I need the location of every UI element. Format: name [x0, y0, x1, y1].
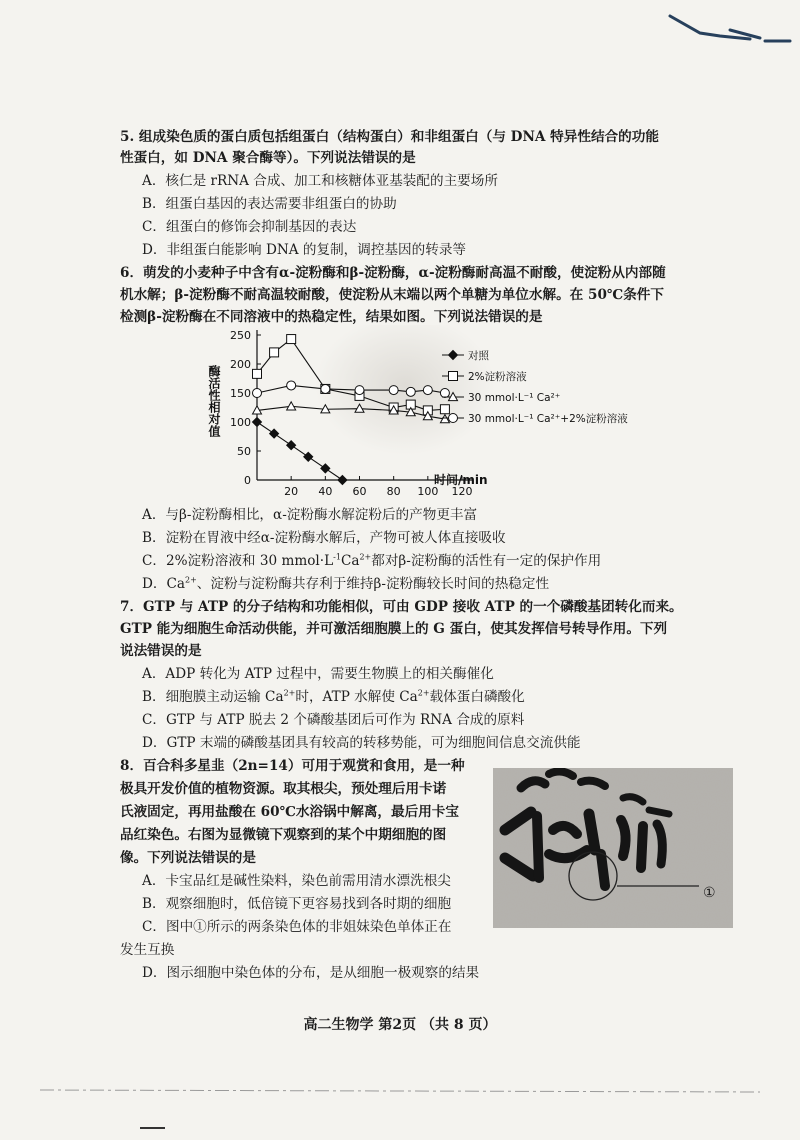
y-tick-label: 150: [230, 387, 251, 400]
x-tick-label: 120: [451, 485, 473, 498]
data-point: [321, 384, 330, 393]
legend-label: 30 mmol·L⁻¹ Ca²⁺+2%淀粉溶液: [468, 413, 628, 425]
q6-option-c: C．2%淀粉溶液和 30 $mmol\cdot L^{-1}Ca^{2+}$都对β-淀粉酶的活性有一定的保护作用: [142, 552, 602, 569]
x-tick-label: 80: [386, 485, 401, 498]
q7-stem-line-3: 说法错误的是: [120, 643, 202, 659]
series-1: [253, 418, 347, 485]
q5-option-a: A．核仁是 rRNA 合成、加工和核糖体亚基装配的主要场所: [142, 173, 498, 189]
q8-option-c-line-2: 发生互换: [120, 942, 175, 958]
legend-label: 2%淀粉溶液: [468, 371, 527, 383]
legend-marker: [449, 414, 458, 423]
legend-entry-4: [442, 412, 628, 425]
data-point: [270, 429, 279, 438]
q8-stem-line-4: 品红染色。右图为显微镜下观察到的某个中期细胞的图: [120, 827, 447, 843]
q7-option-d: D．GTP 末端的磷酸基团具有较高的转移势能，可为细胞间信息交流供能: [142, 735, 581, 751]
data-point: [406, 387, 415, 396]
data-point: [287, 441, 296, 450]
x-tick-label: 60: [352, 485, 367, 498]
scan-mark-top-right: [660, 8, 800, 48]
q7-stem-line-2: GTP 能为细胞生命活动供能，并可激活细胞膜上的 G 蛋白，使其发挥信号转导作用。下列: [120, 621, 668, 637]
q7-option-c: C．GTP 与 ATP 脱去 2 个磷酸基团后可作为 RNA 合成的原料: [142, 712, 525, 728]
series-line: [257, 422, 342, 480]
data-point: [440, 405, 449, 414]
q6-option-a: A．与β-淀粉酶相比，α-淀粉酶水解淀粉后的产物更丰富: [142, 507, 478, 523]
metaphase-micrograph: [493, 768, 733, 928]
data-point: [287, 402, 296, 410]
q8-stem-line-3: 氏液固定，再用盐酸在 60℃水浴锅中解离，最后用卡宝: [120, 804, 459, 820]
q7-option-b: B．细胞膜主动运输 $Ca^{2+}$时，ATP 水解使 $Ca^{2+}$载体蛋白磷酸化: [142, 688, 525, 705]
q8-option-a: A．卡宝品红是碱性染料，染色前需用清水漂洗根尖: [142, 873, 451, 889]
y-tick-label: 0: [244, 474, 251, 487]
enzyme-activity-chart: [200, 325, 640, 500]
data-point: [440, 389, 449, 398]
x-tick-label: 100: [417, 485, 439, 498]
q6-option-b: B．淀粉在胃液中经α-淀粉酶水解后，产物可被人体直接吸收: [142, 530, 506, 546]
data-point: [304, 452, 313, 461]
q5-option-b: B．组蛋白基因的表达需要非组蛋白的协助: [142, 196, 397, 212]
q8-stem-line-2: 极具开发价值的植物资源。取其根尖，预处理后用卡诺: [120, 781, 447, 797]
callout-label: ①: [703, 885, 716, 901]
data-point: [355, 386, 364, 395]
q6-stem-line-1: 6．萌发的小麦种子中含有α-淀粉酶和β-淀粉酶，α-淀粉酶耐高温不耐酸，使淀粉从内部随: [120, 265, 666, 281]
data-point: [338, 476, 347, 485]
legend-label: 30 mmol·L⁻¹ Ca²⁺: [468, 392, 561, 404]
q8-stem-line-1: 8．百合科多星韭（2n=14）可用于观赏和食用，是一种: [120, 758, 465, 774]
q6-stem-line-3: 检测β-淀粉酶在不同溶液中的热稳定性，结果如图。下列说法错误的是: [120, 309, 543, 325]
x-tick-label: 20: [284, 485, 299, 498]
x-axis-label: 时间/min: [434, 473, 488, 487]
data-point: [253, 369, 262, 378]
q5-option-c: C．组蛋白的修饰会抑制基因的表达: [142, 219, 357, 235]
data-point: [287, 335, 296, 344]
y-axis-label: 酶活性相对值: [207, 365, 221, 437]
data-point: [389, 386, 398, 395]
q6-stem-line-2: 机水解；β-淀粉酶不耐高温较耐酸，使淀粉从末端以两个单糖为单位水解。在 50℃条件下: [120, 287, 664, 303]
q8-option-d: D．图示细胞中染色体的分布，是从细胞一极观察的结果: [142, 965, 480, 981]
q6-option-d: D．$Ca^{2+}$、淀粉与淀粉酶共存利于维持β-淀粉酶较长时间的热稳定性: [142, 575, 550, 592]
q7-stem-line-1: 7．GTP 与 ATP 的分子结构和功能相似，可由 GDP 接收 ATP 的一个磷酸基团转化而来。: [120, 599, 683, 615]
data-point: [253, 389, 262, 398]
q8-stem-line-5: 像。下列说法错误的是: [120, 850, 256, 866]
data-point: [321, 464, 330, 473]
y-tick-label: 100: [230, 416, 251, 429]
q5-stem-line-2: 性蛋白，如 DNA 聚合酶等）。下列说法错误的是: [120, 150, 416, 166]
q8-option-c-line-1: C．图中①所示的两条染色体的非姐妹染色单体正在: [142, 919, 452, 935]
page-footer: 高二生物学 第2页 （共 8 页）: [303, 1017, 497, 1033]
data-point: [287, 381, 296, 390]
micrograph-grain: [493, 768, 733, 928]
y-tick-label: 250: [230, 329, 251, 342]
q5-stem-line-1: 5. 组成染色质的蛋白质包括组蛋白（结构蛋白）和非组蛋白（与 DNA 特异性结合的功能: [120, 129, 659, 145]
y-tick-label: 50: [237, 445, 251, 458]
legend-marker: [449, 372, 458, 381]
x-tick-label: 40: [318, 485, 333, 498]
data-point: [270, 348, 279, 357]
legend-label: 对照: [468, 350, 489, 362]
q7-option-a: A．ADP 转化为 ATP 过程中，需要生物膜上的相关酶催化: [142, 666, 494, 682]
y-tick-label: 200: [230, 358, 251, 371]
data-point: [423, 386, 432, 395]
data-point: [253, 418, 262, 427]
scan-line-bottom: [0, 1040, 800, 1140]
q5-option-d: D．非组蛋白能影响 DNA 的复制，调控基因的转录等: [142, 242, 467, 258]
q8-option-b: B．观察细胞时，低倍镜下更容易找到各时期的细胞: [142, 896, 452, 912]
